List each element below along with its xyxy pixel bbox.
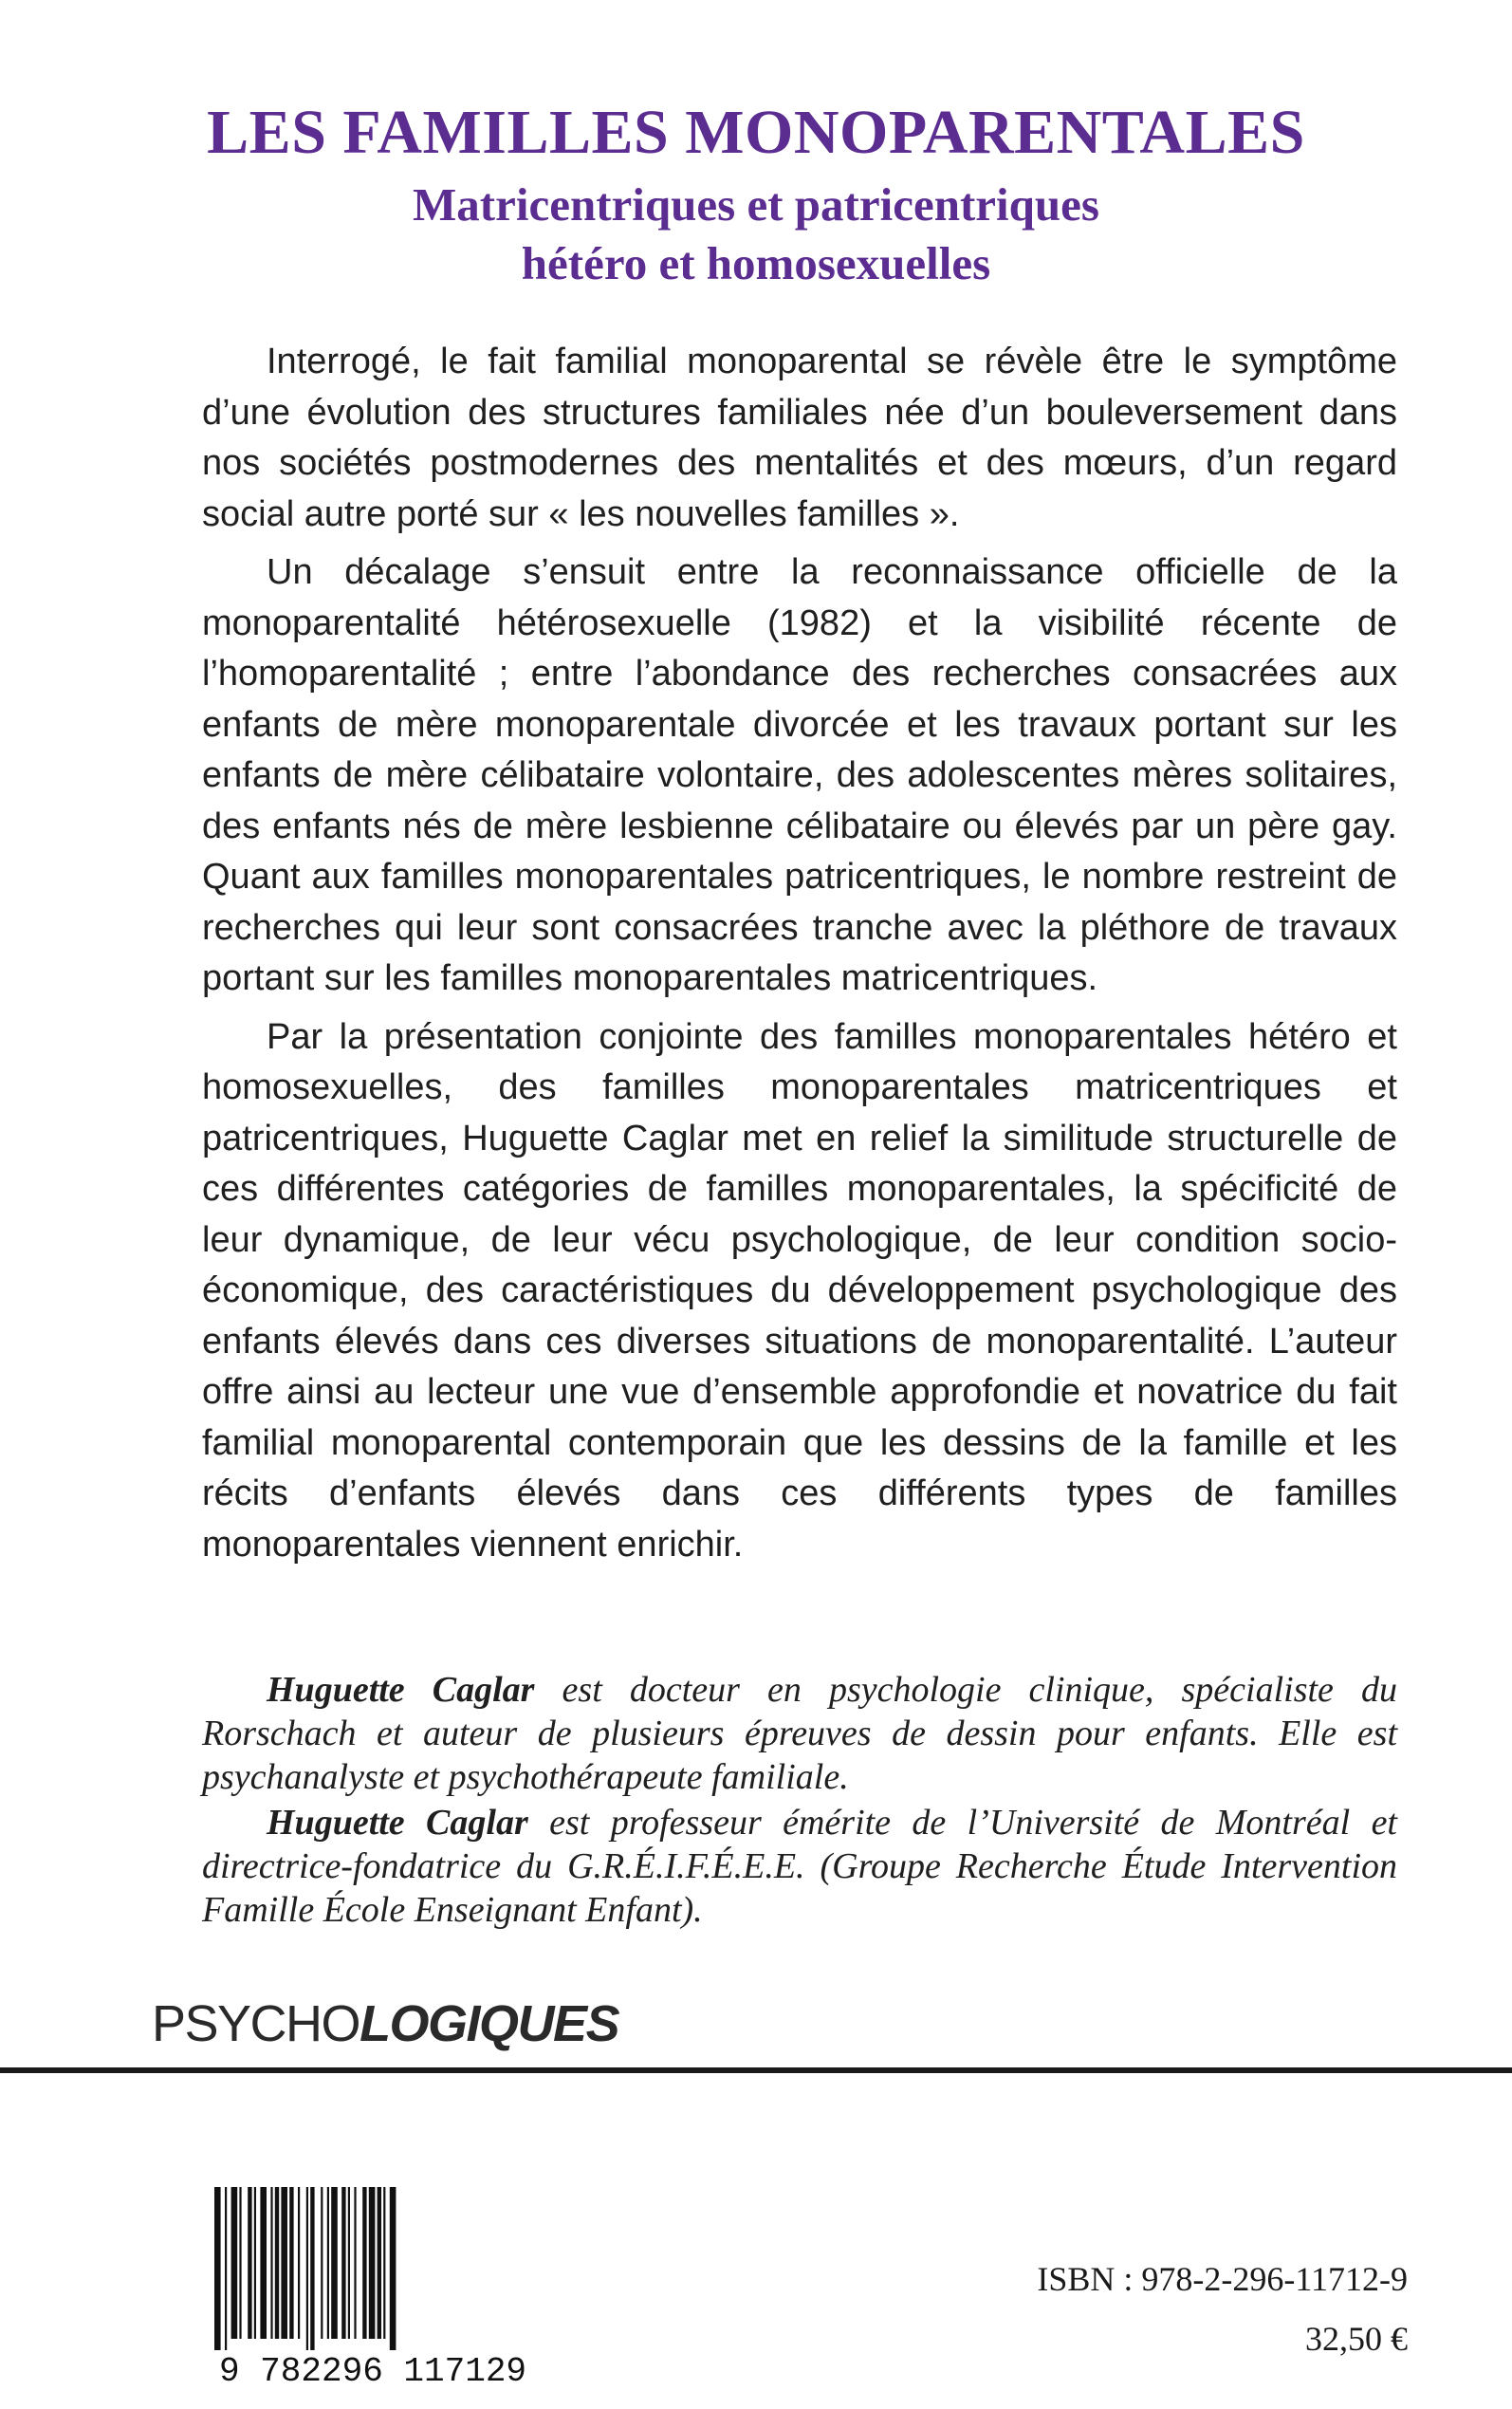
barcode-bar bbox=[348, 2187, 350, 2339]
barcode-bar bbox=[331, 2187, 338, 2339]
barcode-bar bbox=[248, 2187, 251, 2339]
barcode-bar bbox=[327, 2187, 329, 2339]
isbn: ISBN : 978-2-296-11712-9 bbox=[1037, 2260, 1408, 2298]
barcode-bar bbox=[281, 2187, 287, 2339]
barcode-bar bbox=[239, 2187, 241, 2339]
barcode-bar bbox=[390, 2187, 396, 2350]
barcode-bar bbox=[383, 2187, 385, 2339]
barcode-bar bbox=[231, 2187, 238, 2339]
divider bbox=[0, 2067, 1512, 2073]
barcode-bar bbox=[321, 2187, 323, 2339]
barcode-bar bbox=[270, 2187, 272, 2339]
book-title: LES FAMILLES MONOPARENTALES bbox=[207, 98, 1305, 167]
barcode-bar bbox=[378, 2187, 381, 2339]
author-name: Huguette Caglar bbox=[267, 1803, 528, 1843]
barcode-bar bbox=[306, 2187, 308, 2350]
blurb bbox=[202, 337, 1397, 1578]
barcode-bar bbox=[225, 2187, 227, 2350]
series-logo bbox=[152, 1995, 618, 2052]
price: 32,50 € bbox=[1305, 2320, 1408, 2358]
bio-paragraph-1 bbox=[202, 1668, 1397, 1799]
blurb-paragraph-3: Par la présentation conjointe des familles monoparentales hétéro et homosexuelles, des familles monoparentales matricentriques et patricentriques, Huguette Caglar met en relief la similitude structurelle de ces différentes catégories de familles monoparentales, la spécificité de leur dynamique, de leur vécu psychologique, de leur condition socio-économique, des caractéristiques du développement psychologique des enfants élevés dans ces diverses situations de monoparentalité. L’auteur offre ainsi au lecteur une vue d’ensemble approfondie et novatrice du fait familial monoparental contemporain que les dessins de la famille et les récits d’enfants élevés dans ces différents types de familles monoparentales viennent enrichir. bbox=[202, 1016, 1397, 1565]
subtitle-line-2: hétéro et homosexuelles bbox=[521, 237, 991, 289]
blurb-paragraph-1: Interrogé, le fait familial monoparental se révèle être le symptôme d’une évolution des structures familiales née d’un bouleversement dans nos sociétés postmodernes des mentalités et des mœurs, d’un regard social autre porté sur « les nouvelles familles ». bbox=[202, 342, 1397, 534]
barcode-bar bbox=[341, 2187, 345, 2339]
barcode-digits: 9 782296 117129 bbox=[218, 2352, 527, 2386]
blurb-paragraph-2: Un décalage s’ensuit entre la reconnaissance officielle de la monoparentalité hétérosexuelle (1982) et la visibilité récente de l’homoparentalité ; entre l’abondance des recherches consacrées aux enfants de mère monoparentale divorcée et les travaux portant sur les enfants de mère célibataire volontaire, des adolescentes mères solitaires, des enfants nés de mère lesbienne célibataire ou élevés par un père gay. Quant aux familles monoparentales patricentriques, le nombre restreint de recherches qui leur sont consacrées tranche avec la pléthore de travaux portant sur les familles monoparentales matricentriques. bbox=[202, 552, 1397, 998]
barcode-bar bbox=[362, 2187, 366, 2339]
barcode-bar bbox=[354, 2187, 356, 2339]
barcode-bar bbox=[260, 2187, 267, 2339]
series-logo-part-1: PSYCHO bbox=[152, 1995, 360, 2052]
barcode-bar bbox=[214, 2187, 221, 2350]
barcode-bar bbox=[369, 2187, 376, 2339]
bio-text-1: est docteur en psychologie clinique, spécialiste du Rorschach et auteur de plusieurs épreuves de dessin pour enfants. Elle est psychanalyste et psychothérapeute familiale. bbox=[202, 1670, 1397, 1797]
barcode-icon bbox=[197, 2187, 548, 2386]
barcode-bar bbox=[275, 2187, 279, 2339]
barcode-bar bbox=[289, 2187, 293, 2339]
series-logo-part-2: LOGIQUES bbox=[360, 1995, 619, 2052]
barcode-bar bbox=[298, 2187, 300, 2339]
author-name: Huguette Caglar bbox=[267, 1670, 535, 1710]
barcode-bar bbox=[310, 2187, 314, 2350]
bio-text-2: est professeur émérite de l’Université de Montréal et directrice-fondatrice du G.R.É.I.F.É.E.E. (Groupe Recherche Étude Intervention Famille École Enseignant Enfant). bbox=[202, 1803, 1397, 1930]
subtitle-line-1: Matricentriques et patricentriques bbox=[413, 178, 1099, 231]
barcode-bar bbox=[254, 2187, 256, 2339]
author-bio bbox=[202, 1668, 1397, 1934]
bio-paragraph-2 bbox=[202, 1801, 1397, 1932]
